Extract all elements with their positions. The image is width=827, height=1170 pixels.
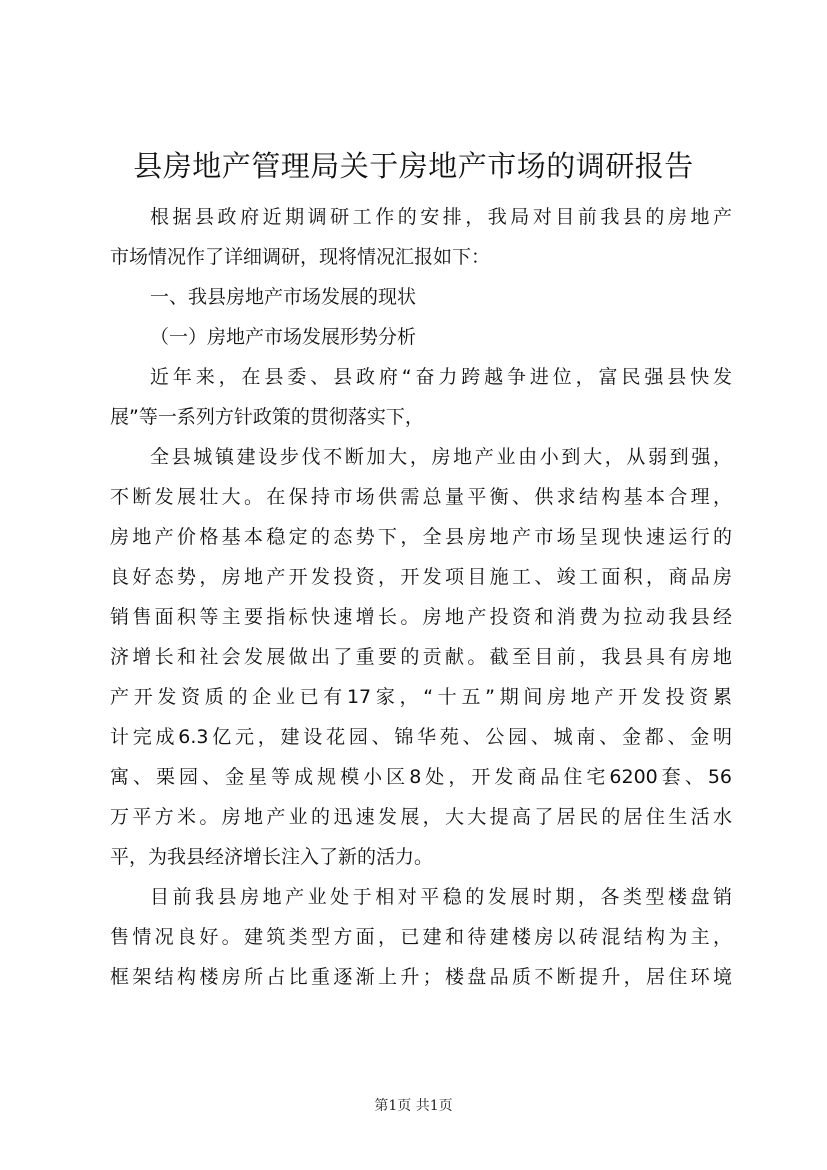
paragraph-line: 根据县政府近期调研工作的安排，我局对目前我县的房地产 (150, 206, 732, 228)
document-body (110, 197, 732, 997)
paragraph-line: 售情况良好。建筑类型方面，已建和待建楼房以砖混结构为主， (110, 926, 732, 948)
paragraph-line: 目前我县房地产业处于相对平稳的发展时期，各类型楼盘销 (150, 886, 732, 908)
paragraph-line: 全县城镇建设步伐不断加大，房地产业由小到大，从弱到强， (150, 446, 732, 468)
document-title: 县房地产管理局关于房地产市场的调研报告 (133, 149, 694, 183)
paragraph-line: 寓、栗园、金星等成规模小区8处，开发商品住宅6200套、56 (110, 766, 732, 788)
paragraph-line: 济增长和社会发展做出了重要的贡献。截至目前，我县具有房地 (110, 646, 732, 668)
paragraph-line: 良好态势，房地产开发投资，开发项目施工、竣工面积，商品房 (110, 566, 732, 588)
paragraph-line: 房地产价格基本稳定的态势下，全县房地产市场呈现快速运行的 (110, 526, 732, 548)
paragraph-line: 销售面积等主要指标快速增长。房地产投资和消费为拉动我县经 (110, 606, 732, 628)
page-number-footer: 第1页 共1页 (374, 1098, 453, 1114)
paragraph-line: 万平方米。房地产业的迅速发展，大大提高了居民的居住生活水 (110, 806, 732, 828)
paragraph-line: 不断发展壮大。在保持市场供需总量平衡、供求结构基本合理， (110, 486, 732, 508)
paragraph-line: 产开发资质的企业已有17家，“十五”期间房地产开发投资累 (110, 686, 732, 708)
subsection-heading: （一）房地产市场发展形势分析 (150, 326, 417, 348)
paragraph-line: 展”等一系列方针政策的贯彻落实下， (110, 406, 424, 428)
paragraph-line: 近年来，在县委、县政府“奋力跨越争进位，富民强县快发 (150, 366, 732, 388)
paragraph-line: 计完成6.3亿元，建设花园、锦华苑、公园、城南、金都、金明 (110, 726, 732, 748)
paragraph-line: 市场情况作了详细调研，现将情况汇报如下： (110, 246, 491, 268)
paragraph-line: 平，为我县经济增长注入了新的活力。 (110, 846, 434, 868)
section-heading: 一、我县房地产市场发展的现状 (150, 286, 417, 308)
paragraph-line: 框架结构楼房所占比重逐渐上升；楼盘品质不断提升，居住环境 (110, 966, 732, 988)
